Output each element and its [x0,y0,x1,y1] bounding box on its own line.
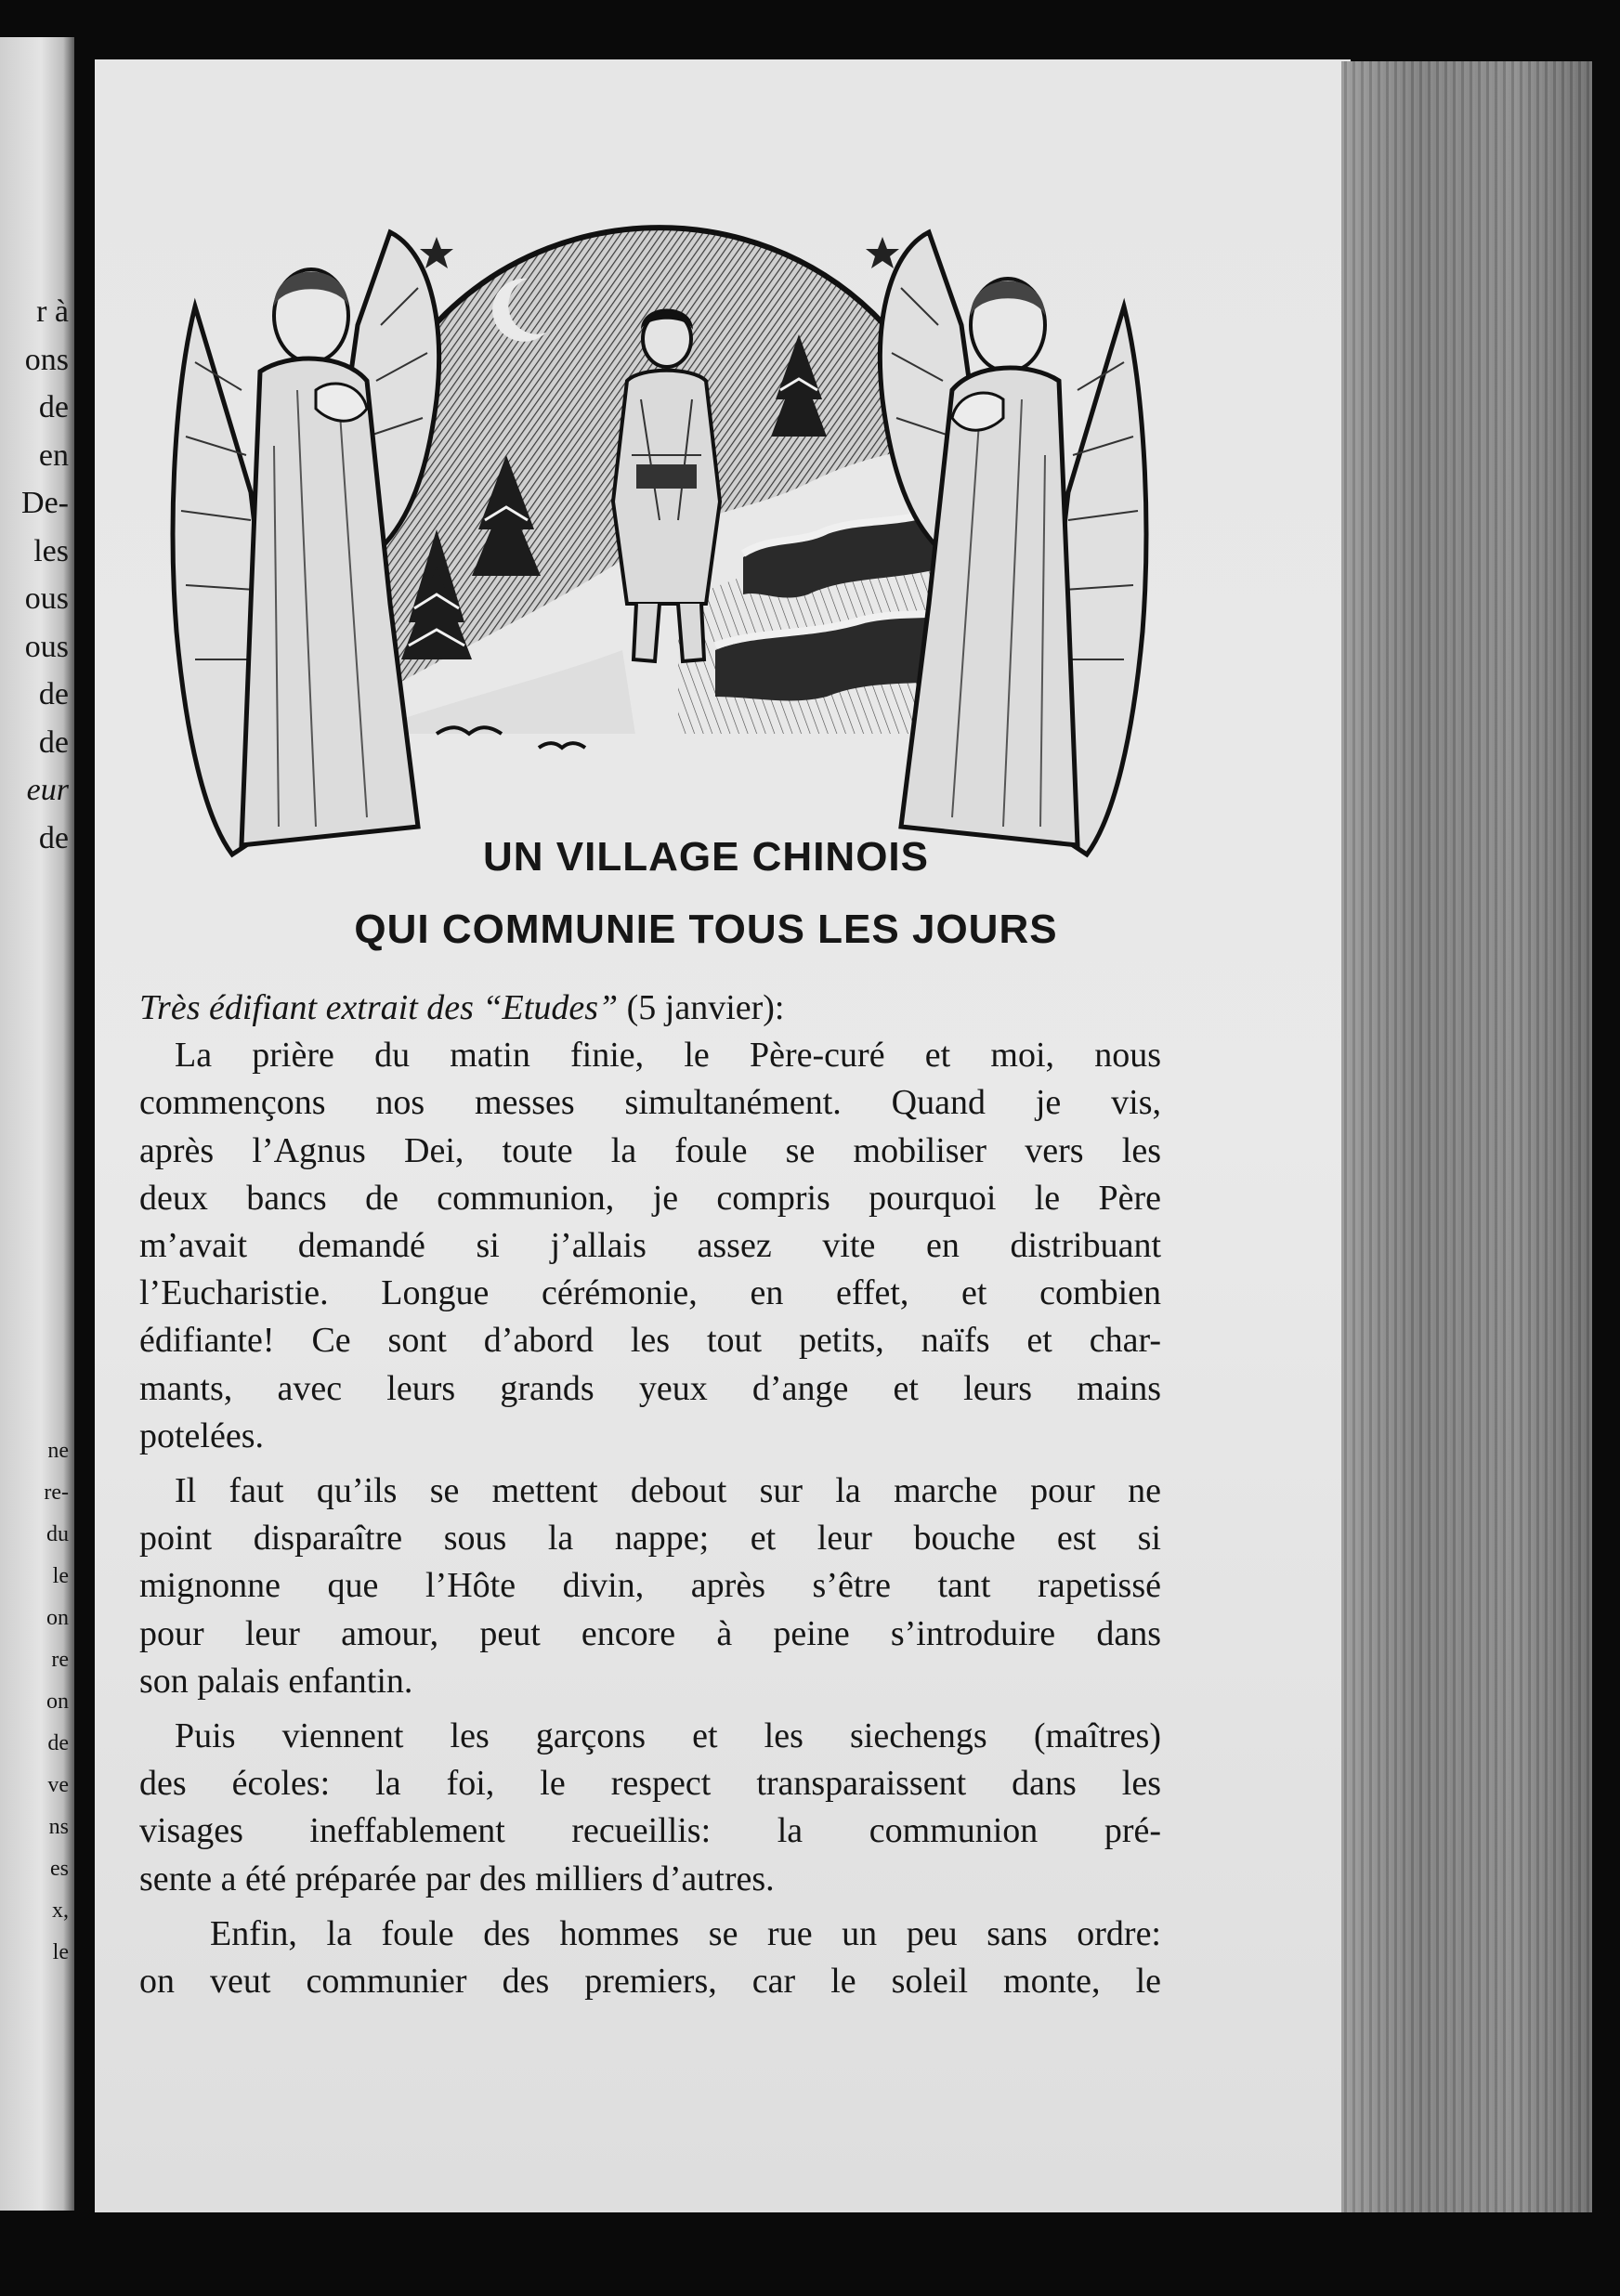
paragraph-line: pour leur amour, peut encore à peine s’introduire dans [139,1613,1161,1653]
left-page-text-lower: ne re- du le on re on de ve ns es x, le [44,1439,69,1964]
intro-italic: Très édifiant extrait des “Etudes” [139,988,619,1027]
paragraph-line: des écoles: la foi, le respect transparaissent dans les [139,1764,1161,1804]
paragraph-line: sente a été préparée par des milliers d’autres. [139,1859,775,1898]
intro-date: (5 janvier): [618,988,785,1027]
paragraph-line: son palais enfantin. [139,1661,413,1701]
paragraph-line: Puis viennent les garçons et les siechengs (maîtres) [175,1716,1161,1756]
page-block-edge [1341,61,1592,2212]
paragraph-line: on veut communier des premiers, car le soleil monte, le [139,1962,1161,2002]
article-body [139,985,1161,2005]
paragraph-line: édifiante! Ce sont d’abord les tout petits, naïfs et char- [139,1321,1161,1361]
paragraph-line: Enfin, la foule des hommes se rue un peu sans ordre: [210,1913,1161,1953]
left-page-text-upper: r à ons de en De- les ous ous de de eur de [21,294,69,855]
article-title-line-2: QUI COMMUNIE TOUS LES JOURS [354,907,1058,952]
intro-line [139,985,1161,1032]
paragraph-line: potelées. [139,1415,265,1455]
paragraph-line: La prière du matin finie, le Père-curé et moi, nous [175,1036,1161,1076]
left-page-sliver [0,37,74,2211]
paragraph-line: Il faut qu’ils se mettent debout sur la marche pour ne [175,1471,1161,1511]
paragraph-line: mignonne que l’Hôte divin, après s’être tant rapetissé [139,1566,1161,1606]
paragraph-line: après l’Agnus Dei, toute la foule se mobiliser vers les [139,1130,1161,1170]
paragraph-line: commençons nos messes simultanément. Quand je vis, [139,1083,1161,1123]
paragraph-line: mants, avec leurs grands yeux d’ange et leurs mains [139,1368,1161,1408]
angels-village-illustration [158,214,1161,882]
article-title-line-1: UN VILLAGE CHINOIS [482,834,930,880]
paragraph-line: m’avait demandé si j’allais assez vite en distribuant [139,1226,1161,1266]
paragraph-line: point disparaître sous la nappe; et leur bouche est si [139,1519,1161,1559]
paragraph-line: l’Eucharistie. Longue cérémonie, en effet, et combien [139,1273,1161,1313]
paragraph-line: deux bancs de communion, je compris pourquoi le Père [139,1178,1161,1218]
paragraph-line: visages ineffablement recueillis: la communion pré- [139,1811,1161,1851]
bird-icon [539,743,585,748]
